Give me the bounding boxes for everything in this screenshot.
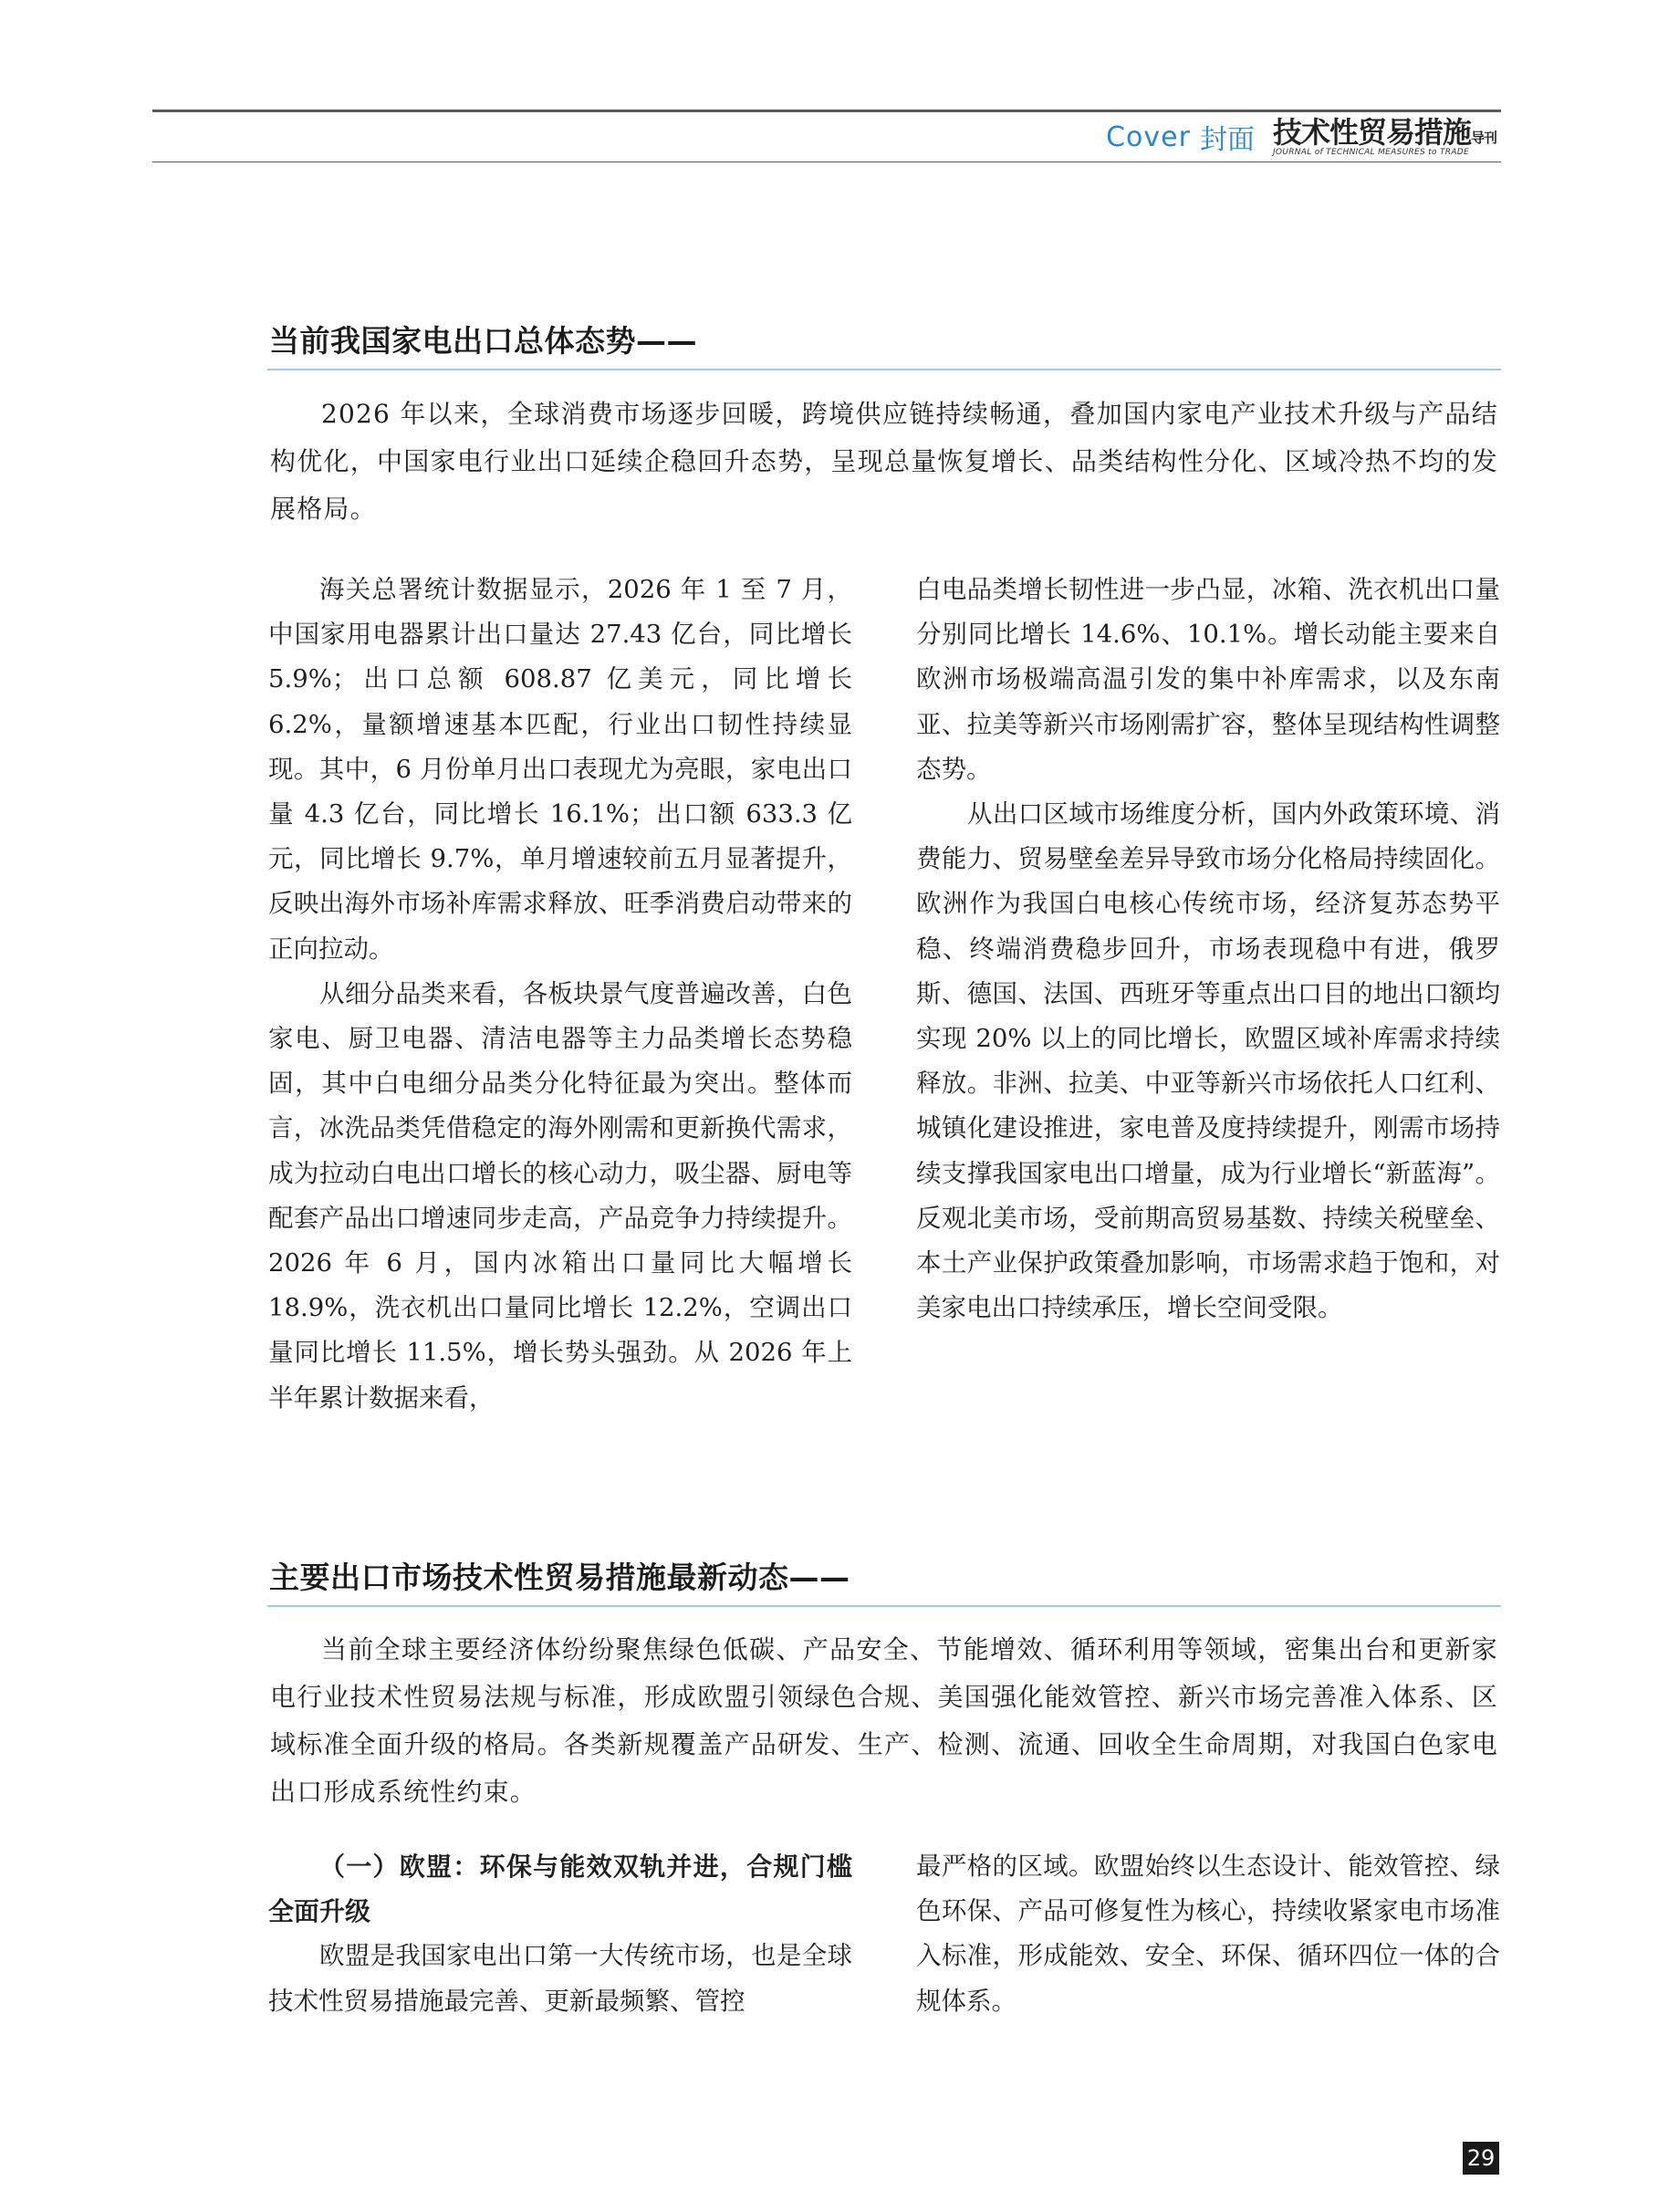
section-2-rule: [267, 1605, 1501, 1607]
subsection-eu-heading: （一）欧盟：环保与能效双轨并进，合规门槛全面升级: [268, 1852, 852, 1927]
journal-logo: [1272, 114, 1496, 157]
page-number: 29: [1463, 2142, 1499, 2175]
section-1-intro: 2026 年以来，全球消费市场逐步回暖，跨境供应链持续畅通，叠加国内家电产业技术升级与产品结构优化，中国家电行业出口延续企稳回升态势，呈现总量恢复增长、品类结构性分化、区域冷热不均的发展格局。: [270, 399, 1498, 524]
paragraph-category-analysis: 从细分品类来看，各板块景气度普遍改善，白色家电、厨卫电器、清洁电器等主力品类增长态势稳固，其中白电细分品类分化特征最为突出。整体而言，冰洗品类凭借稳定的海外刚需和更新换代需求，成为拉动白电出口增长的核心动力，吸尘器、厨电等配套产品出口增速同步走高，产品竞争力持续提升。2026 年 6 月，国内冰箱出口量同比大幅增长 18.9%，洗衣机出口量同比增长 12.2%，空调出口量同比增长 11.5%，增长势头强劲。从 2026 年上半年累计数据来看，: [268, 978, 852, 1413]
section-2-title: 主要出口市场技术性贸易措施最新动态——: [269, 1560, 850, 1595]
paragraph-eu-intro: 欧盟是我国家电出口第一大传统市场，也是全球技术性贸易措施最完善、更新最频繁、管控: [268, 1941, 852, 2016]
paragraph-eu-continued: 最严格的区域。欧盟始终以生态设计、能效管控、绿色环保、产品可修复性为核心，持续收紧家电市场准入标准，形成能效、安全、环保、循环四位一体的合规体系。: [916, 1852, 1500, 2016]
section-2-left-column: [268, 1844, 852, 2024]
journal-name-suffix: 导刊: [1470, 129, 1496, 146]
paragraph-export-stats: 海关总署统计数据显示，2026 年 1 至 7 月，中国家用电器累计出口量达 27.43 亿台，同比增长 5.9%；出口总额 608.87 亿美元，同比增长 6.2%，量额增速基本匹配，行业出口韧性持续显现。其中，6 月份单月出口表现尤为亮眼，家电出口量 4.3 亿台，同比增长 16.1%；出口额 633.3 亿元，同比增长 9.7%，单月增速较前五月显著提升，反映出海外市场补库需求释放、旺季消费启动带来的正向拉动。: [268, 575, 852, 964]
running-header: [1106, 113, 1496, 161]
section-label-en: Cover: [1106, 120, 1191, 153]
header-top-rule: [152, 110, 1501, 112]
section-1-rule: [267, 369, 1501, 370]
journal-name: [1272, 114, 1496, 150]
section-1-left-column: [268, 568, 852, 1421]
section-2-intro: 当前全球主要经济体纷纷聚焦绿色低碳、产品安全、节能增效、循环利用等领域，密集出台和更新家电行业技术性贸易法规与标准，形成欧盟引领绿色合规、美国强化能效管控、新兴市场完善准入体系、区域标准全面升级的格局。各类新规覆盖产品研发、生产、检测、流通、回收全生命周期，对我国白色家电出口形成系统性约束。: [270, 1634, 1498, 1807]
section-2-right-column: [916, 1844, 1500, 2024]
journal-name-en: JOURNAL of TECHNICAL MEASURES to TRADE: [1272, 147, 1470, 157]
paragraph-regional-analysis: 从出口区域市场维度分析，国内外政策环境、消费能力、贸易壁垒差异导致市场分化格局持续固化。欧洲作为我国白电核心传统市场，经济复苏态势平稳、终端消费稳步回升，市场表现稳中有进，俄罗斯、德国、法国、西班牙等重点出口目的地出口额均实现 20% 以上的同比增长，欧盟区域补库需求持续释放。非洲、拉美、中亚等新兴市场依托人口红利、城镇化建设推进，家电普及度持续提升，刚需市场持续支撑我国家电出口增量，成为行业增长“新蓝海”。反观北美市场，受前期高贸易基数、持续关税壁垒、本土产业保护政策叠加影响，市场需求趋于饱和，对美家电出口持续承压，增长空间受限。: [916, 799, 1500, 1323]
section-1-right-column: [916, 568, 1500, 1330]
section-label-cn: 封面: [1199, 124, 1255, 156]
journal-name-main: 技术性贸易措施: [1272, 114, 1471, 150]
section-1-title: 当前我国家电出口总体态势——: [269, 323, 697, 359]
paragraph-category-continued: 白电品类增长韧性进一步凸显，冰箱、洗衣机出口量分别同比增长 14.6%、10.1%。增长动能主要来自欧洲市场极端高温引发的集中补库需求，以及东南亚、拉美等新兴市场刚需扩容，整体呈现结构性调整态势。: [916, 575, 1500, 784]
